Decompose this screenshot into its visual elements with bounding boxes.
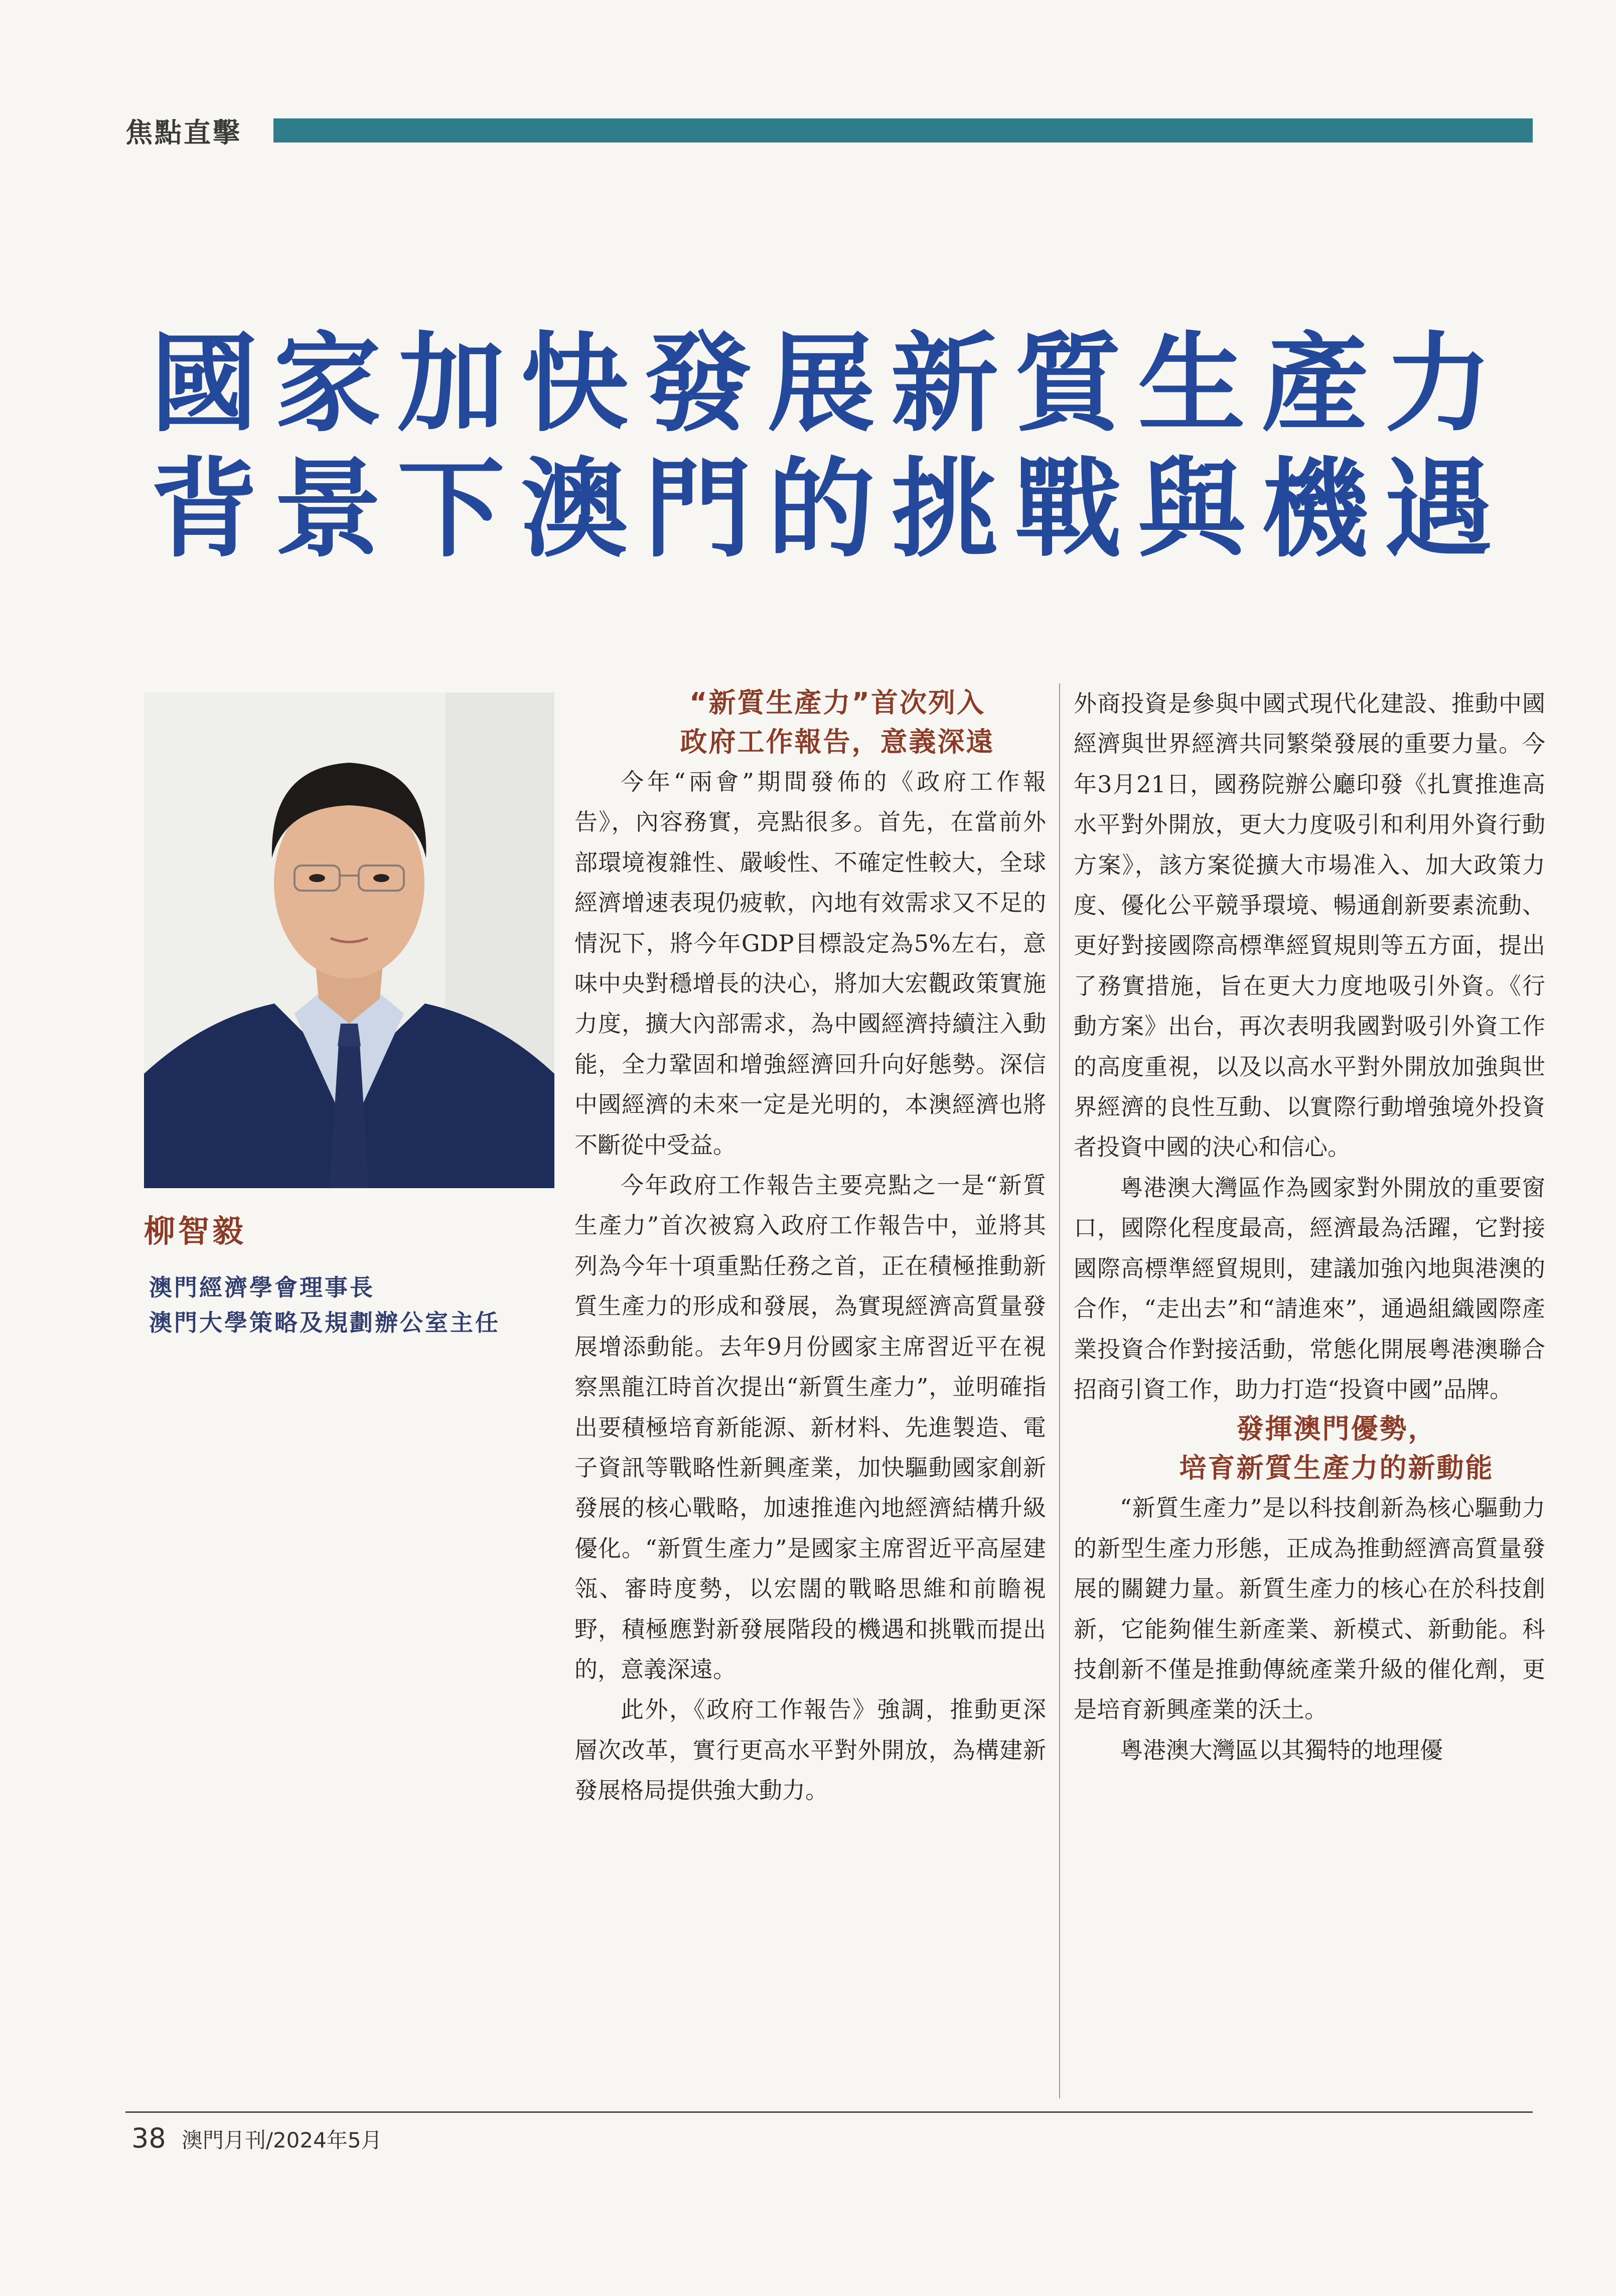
article-title-line-2: 背景下澳門的挑戰與機遇 — [151, 446, 1508, 572]
article-column-1 — [574, 683, 1046, 2113]
paragraph: “新質生產力”是以科技創新為核心驅動力的新型生產力形態，正成為推動經濟高質量發展的關鍵力量。新質生產力的核心在於科技創新，它能夠催生新產業、新模式、新動能。科技創新不僅是推動傳統產業升級的催化劑，更是培育新興產業的沃土。 — [1074, 1494, 1545, 1724]
paragraph: 粵港澳大灣區作為國家對外開放的重要窗口，國際化程度最高，經濟最為活躍，它對接國際高標準經貿規則，建議加強內地與港澳的合作，“走出去”和“請進來”，通過組織國際產業投資合作對接活動，常態化開展粵港澳聯合招商引資工作，助力打造“投資中國”品牌。 — [1074, 1174, 1545, 1403]
author-role-2: 澳門大學策略及規劃辦公室主任 — [149, 1309, 500, 1336]
section-heading-line-1: “新質生產力”首次列入 — [689, 687, 985, 719]
footer-rule — [125, 2111, 1533, 2113]
author-name: 柳智毅 — [144, 1213, 247, 1249]
paragraph: 此外，《政府工作報告》強調，推動更深層次改革，實行更高水平對外開放，為構建新發展格局提供強大動力。 — [574, 1696, 1046, 1804]
section-header-bar — [273, 118, 1533, 142]
section-heading-line-1: 發揮澳門優勢， — [1236, 1413, 1437, 1445]
article-column-2 — [1074, 683, 1545, 2113]
paragraph: 粵港澳大灣區以其獨特的地理優 — [1120, 1736, 1443, 1764]
paragraph: 今年政府工作報告主要亮點之一是“新質生產力”首次被寫入政府工作報告中，並將其列為今年十項重點任務之首，正在積極推動新質生產力的形成和發展，為實現經濟高質量發展增添動能。去年9月份國家主席習近平在視察黑龍江時首次提出“新質生產力”，並明確指出要積極培育新能源、新材料、先進製造、電子資訊等戰略性新興產業，加快驅動國家創新發展的核心戰略，加速推進內地經濟結構升級優化。“新質生產力”是國家主席習近平高屋建瓴、審時度勢，以宏闊的戰略思維和前瞻視野，積極應對新發展階段的機遇和挑戰而提出的，意義深遠。 — [574, 1172, 1046, 1683]
paragraph: 今年“兩會”期間發佈的《政府工作報告》，內容務實，亮點很多。首先，在當前外部環境複雜性、嚴峻性、不確定性較大，全球經濟增速表現仍疲軟，內地有效需求又不足的情況下，將今年GDP目標設定為5%左右，意味中央對穩增長的決心，將加大宏觀政策實施力度，擴大內部需求，為中國經濟持續注入動能，全力鞏固和增強經濟回升向好態勢。深信中國經濟的未來一定是光明的，本澳經濟也將不斷從中受益。 — [574, 768, 1046, 1159]
paragraph-continued: 外商投資是參與中國式現代化建設、推動中國經濟與世界經濟共同繁榮發展的重要力量。今年3月21日，國務院辦公廳印發《扎實推進高水平對外開放，更大力度吸引和利用外資行動方案》，該方案從擴大市場准入、加大政策力度、優化公平競爭環境、暢通創新要素流動、更好對接國際高標準經貿規則等五方面，提出了務實措施，旨在更大力度地吸引外資。《行動方案》出台，再次表明我國對吸引外資工作的高度重視，以及以高水平對外開放加強與世界經濟的良性互動、以實際行動增強境外投資者投資中國的決心和信心。 — [1074, 690, 1545, 1161]
publication-info: 澳門月刊/2024年5月 — [181, 2128, 382, 2152]
page-number: 38 — [131, 2122, 166, 2154]
section-label: 焦點直擊 — [125, 117, 242, 149]
section-heading-line-2: 培育新質生產力的新動能 — [1179, 1452, 1494, 1484]
author-role-1: 澳門經濟學會理事長 — [149, 1274, 375, 1301]
article-title-line-1: 國家加快發展新質生產力 — [151, 321, 1508, 447]
author-photo — [144, 692, 554, 1188]
author-portrait-illustration — [144, 692, 554, 1188]
page-footer — [131, 2122, 382, 2154]
column-divider — [1059, 683, 1060, 2098]
section-heading-line-2: 政府工作報告，意義深遠 — [680, 726, 995, 758]
